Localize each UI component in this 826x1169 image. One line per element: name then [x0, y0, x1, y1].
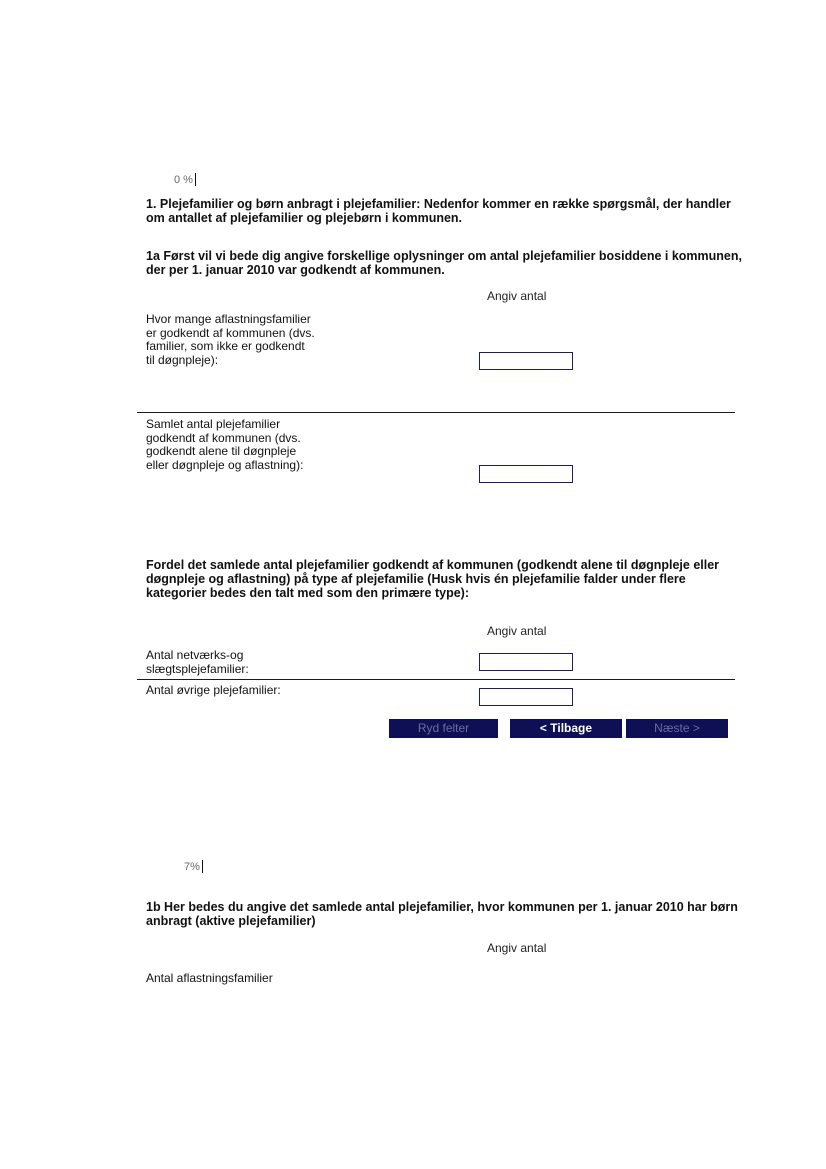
question-aflastningsfamilier-label: Hvor mange aflastningsfamilier er godkendt af kommunen (dvs. familier, som ikke er godkendt til døgnpleje):	[146, 312, 315, 367]
progress-value: 7%	[184, 860, 200, 873]
progress-bar	[195, 173, 196, 186]
progress-bar	[202, 860, 203, 873]
question-ovrige-label: Antal øvrige plejefamilier:	[146, 683, 281, 697]
question-netvaerk-label: Antal netværks-og slægtsplejefamilier:	[146, 648, 249, 676]
samlet-antal-input[interactable]	[479, 465, 573, 483]
question-antal-aflastningsfamilier-label: Antal aflastningsfamilier	[146, 971, 273, 985]
row-divider	[137, 679, 735, 680]
next-button[interactable]: Næste >	[626, 719, 728, 738]
ovrige-plejefamilier-input[interactable]	[479, 688, 573, 706]
angiv-antal-header: Angiv antal	[487, 624, 547, 638]
section-1-heading: 1. Plejefamilier og børn anbragt i plejefamilier: Nedenfor kommer en række spørgsmål, der handler om antallet af plejefamilier og plejebørn i kommunen.	[146, 197, 731, 225]
angiv-antal-header: Angiv antal	[487, 941, 547, 955]
aflastningsfamilier-input[interactable]	[479, 352, 573, 370]
section-1a-heading: 1a Først vil vi bede dig angive forskellige oplysninger om antal plejefamilier bosiddene i kommunen, der per 1. januar 2010 var godkendt af kommunen.	[146, 249, 742, 277]
section-1b-heading: 1b Her bedes du angive det samlede antal plejefamilier, hvor kommunen per 1. januar 2010 har børn anbragt (aktive plejefamilier)	[146, 900, 738, 928]
row-divider	[137, 412, 735, 413]
question-samlet-antal-label: Samlet antal plejefamilier godkendt af kommunen (dvs. godkendt alene til døgnpleje eller døgnpleje og aflastning):	[146, 417, 304, 472]
netvaerksplejefamilier-input[interactable]	[479, 653, 573, 671]
back-button[interactable]: < Tilbage	[510, 719, 622, 738]
progress-indicator-page1	[174, 173, 196, 186]
angiv-antal-header: Angiv antal	[487, 289, 547, 303]
progress-indicator-page2	[184, 860, 203, 873]
clear-fields-button[interactable]: Ryd felter	[389, 719, 498, 738]
progress-value: 0 %	[174, 173, 193, 186]
fordel-heading: Fordel det samlede antal plejefamilier godkendt af kommunen (godkendt alene til døgnpleje eller døgnpleje og aflastning) på type af plejefamilie (Husk hvis én plejefamilie falder under flere kategorier bedes den talt med som den primære type):	[146, 558, 720, 600]
